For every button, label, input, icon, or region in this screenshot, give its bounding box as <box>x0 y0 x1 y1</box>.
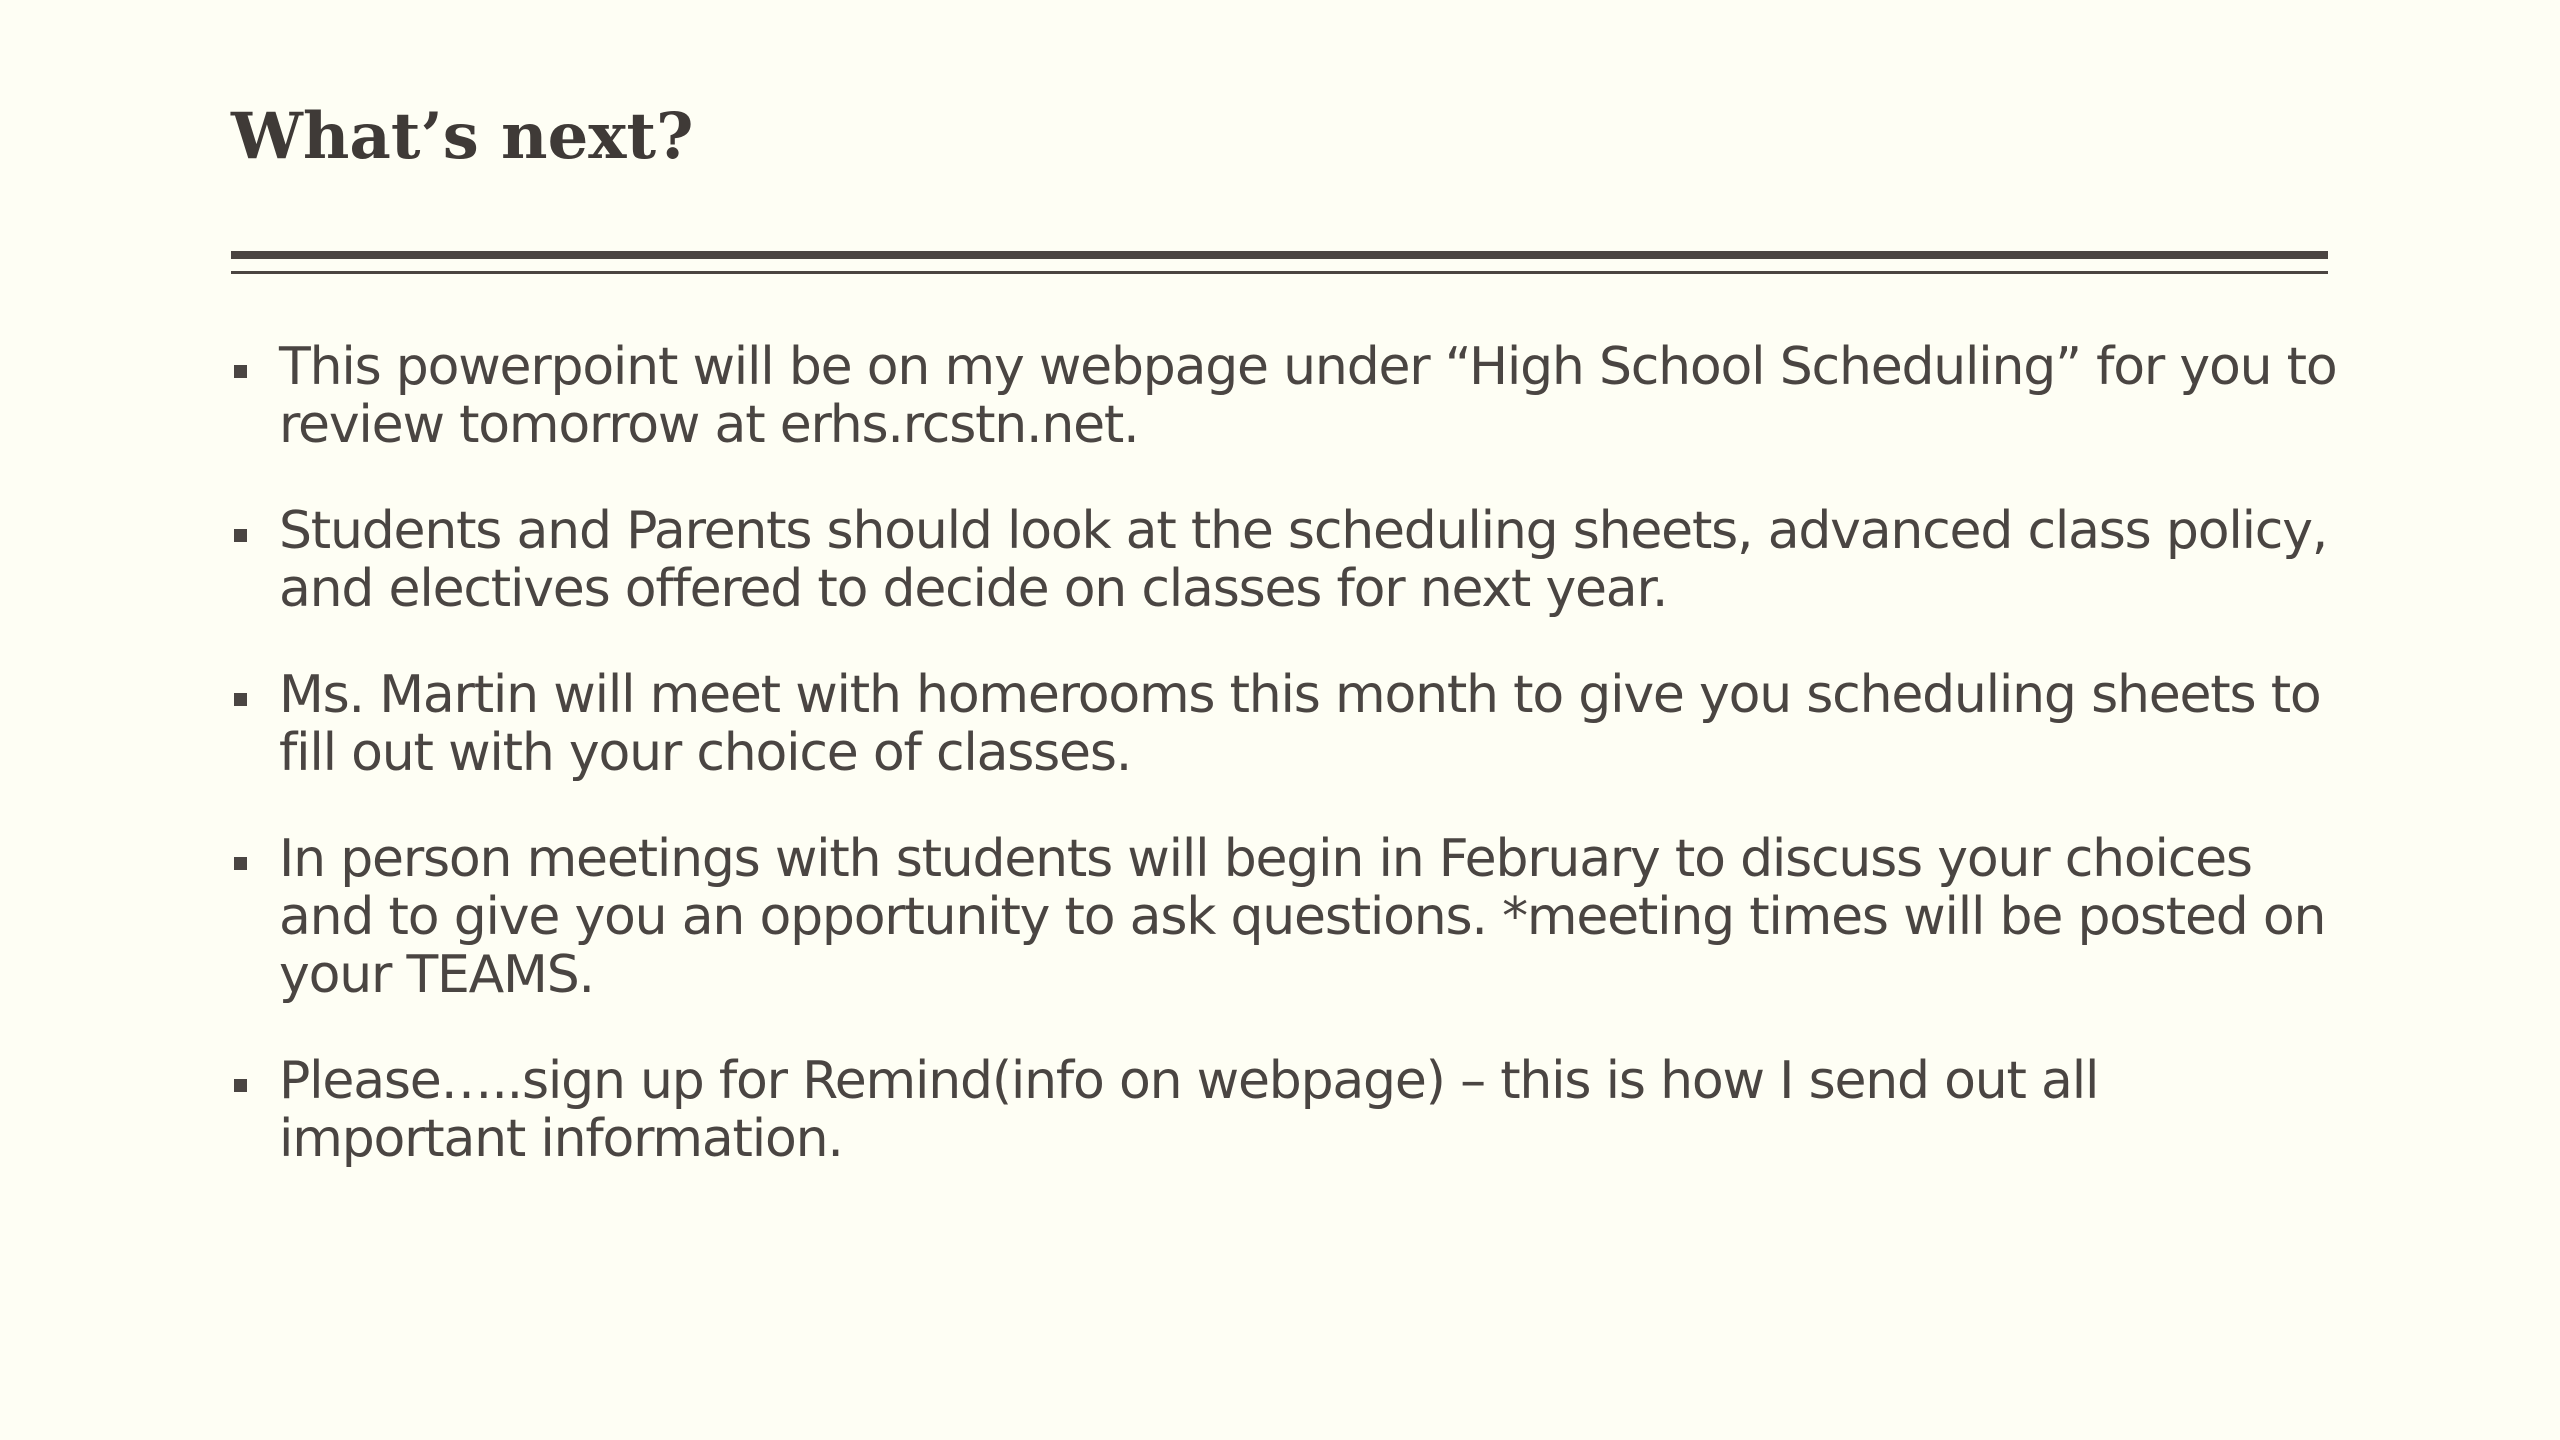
bullet-text: This powerpoint will be on my webpage under “High School Scheduling” for you to review tomorrow at erhs.rcstn.net. <box>279 337 2337 455</box>
slide-title: What’s next? <box>231 99 694 174</box>
square-bullet-icon <box>234 365 247 378</box>
square-bullet-icon <box>234 857 247 870</box>
square-bullet-icon <box>234 529 247 542</box>
title-divider-thin <box>231 271 2328 274</box>
bullet-text: Ms. Martin will meet with homerooms this month to give you scheduling sheets to fill out with your choice of classes. <box>279 665 2321 783</box>
bullet-item <box>231 666 2341 782</box>
bullet-item <box>231 830 2341 1004</box>
bullet-text: Students and Parents should look at the scheduling sheets, advanced class policy, and electives offered to decide on classes for next year. <box>279 501 2328 619</box>
bullet-list <box>231 338 2341 1216</box>
square-bullet-icon <box>234 1079 247 1092</box>
title-divider-thick <box>231 251 2328 259</box>
bullet-item <box>231 338 2341 454</box>
bullet-text: Please…..sign up for Remind(info on webpage) – this is how I send out all important information. <box>279 1051 2099 1169</box>
bullet-item <box>231 1052 2341 1168</box>
bullet-text: In person meetings with students will begin in February to discuss your choices and to give you an opportunity to ask questions. *meeting times will be posted on your TEAMS. <box>279 829 2326 1005</box>
bullet-item <box>231 502 2341 618</box>
square-bullet-icon <box>234 693 247 706</box>
